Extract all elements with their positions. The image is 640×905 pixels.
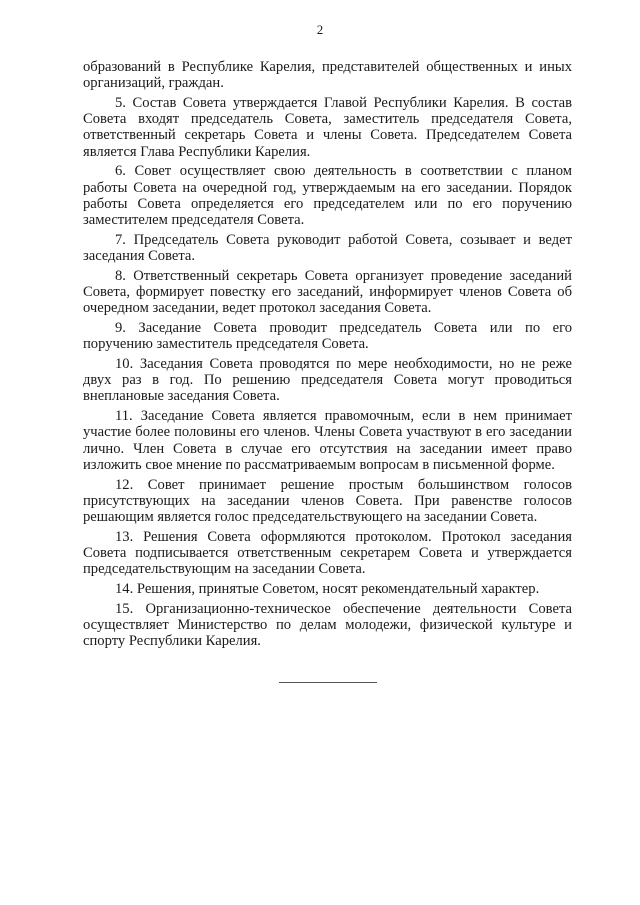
paragraph-continued: образований в Республике Карелия, представителей общественных и иных организаций, граждан. <box>83 59 572 92</box>
paragraph-7: 7. Председатель Совета руководит работой Совета, созывает и ведет заседания Совета. <box>83 231 572 265</box>
paragraph-15: 15. Организационно-техническое обеспечение деятельности Совета осуществляет Министерство по делам молодежи, физической культуре и спорту Республики Карелия. <box>83 600 572 650</box>
page-number: 2 <box>316 22 324 37</box>
paragraph-11: 11. Заседание Совета является правомочным, если в нем принимает участие более половины его членов. Члены Совета участвуют в его заседании лично. Член Совета в случае его отсутствия на заседании имеет право изложить свое мнение по рассматриваемым вопросам в письменной форме. <box>83 408 572 473</box>
paragraph-8: 8. Ответственный секретарь Совета организует проведение заседаний Совета, формирует повестку его заседаний, информирует членов Совета об очередном заседании, ведет протокол заседания Совета. <box>83 267 572 317</box>
paragraph-13: 13. Решения Совета оформляются протоколом. Протокол заседания Совета подписывается ответственным секретарем Совета и утверждается председательствующим на заседании Совета. <box>83 528 572 578</box>
paragraph-6: 6. Совет осуществляет свою деятельность в соответствии с планом работы Совета на очередной год, утверждаемым на его заседании. Порядок работы Совета определяется его председателем или по его поручению заместителем председателя Совета. <box>83 163 572 229</box>
paragraph-10: 10. Заседания Совета проводятся по мере необходимости, но не реже двух раз в год. По решению председателя Совета могут проводиться внеплановые заседания Совета. <box>83 356 572 405</box>
document-body <box>83 59 572 653</box>
end-divider <box>279 682 377 683</box>
paragraph-14: 14. Решения, принятые Советом, носят рекомендательный характер. <box>115 581 540 598</box>
paragraph-9: 9. Заседание Совета проводит председатель Совета или по его поручению заместитель председателя Совета. <box>83 320 572 353</box>
paragraph-5: 5. Состав Совета утверждается Главой Республики Карелия. В состав Совета входят председатель Совета, заместитель председателя Совета, ответственный секретарь Совета и члены Совета. Председателем Совета является Глава Республики Карелия. <box>83 95 572 160</box>
paragraph-12: 12. Совет принимает решение простым большинством голосов присутствующих на заседании членов Совета. При равенстве голосов решающим является голос председательствующего на заседании Совета. <box>83 476 572 526</box>
